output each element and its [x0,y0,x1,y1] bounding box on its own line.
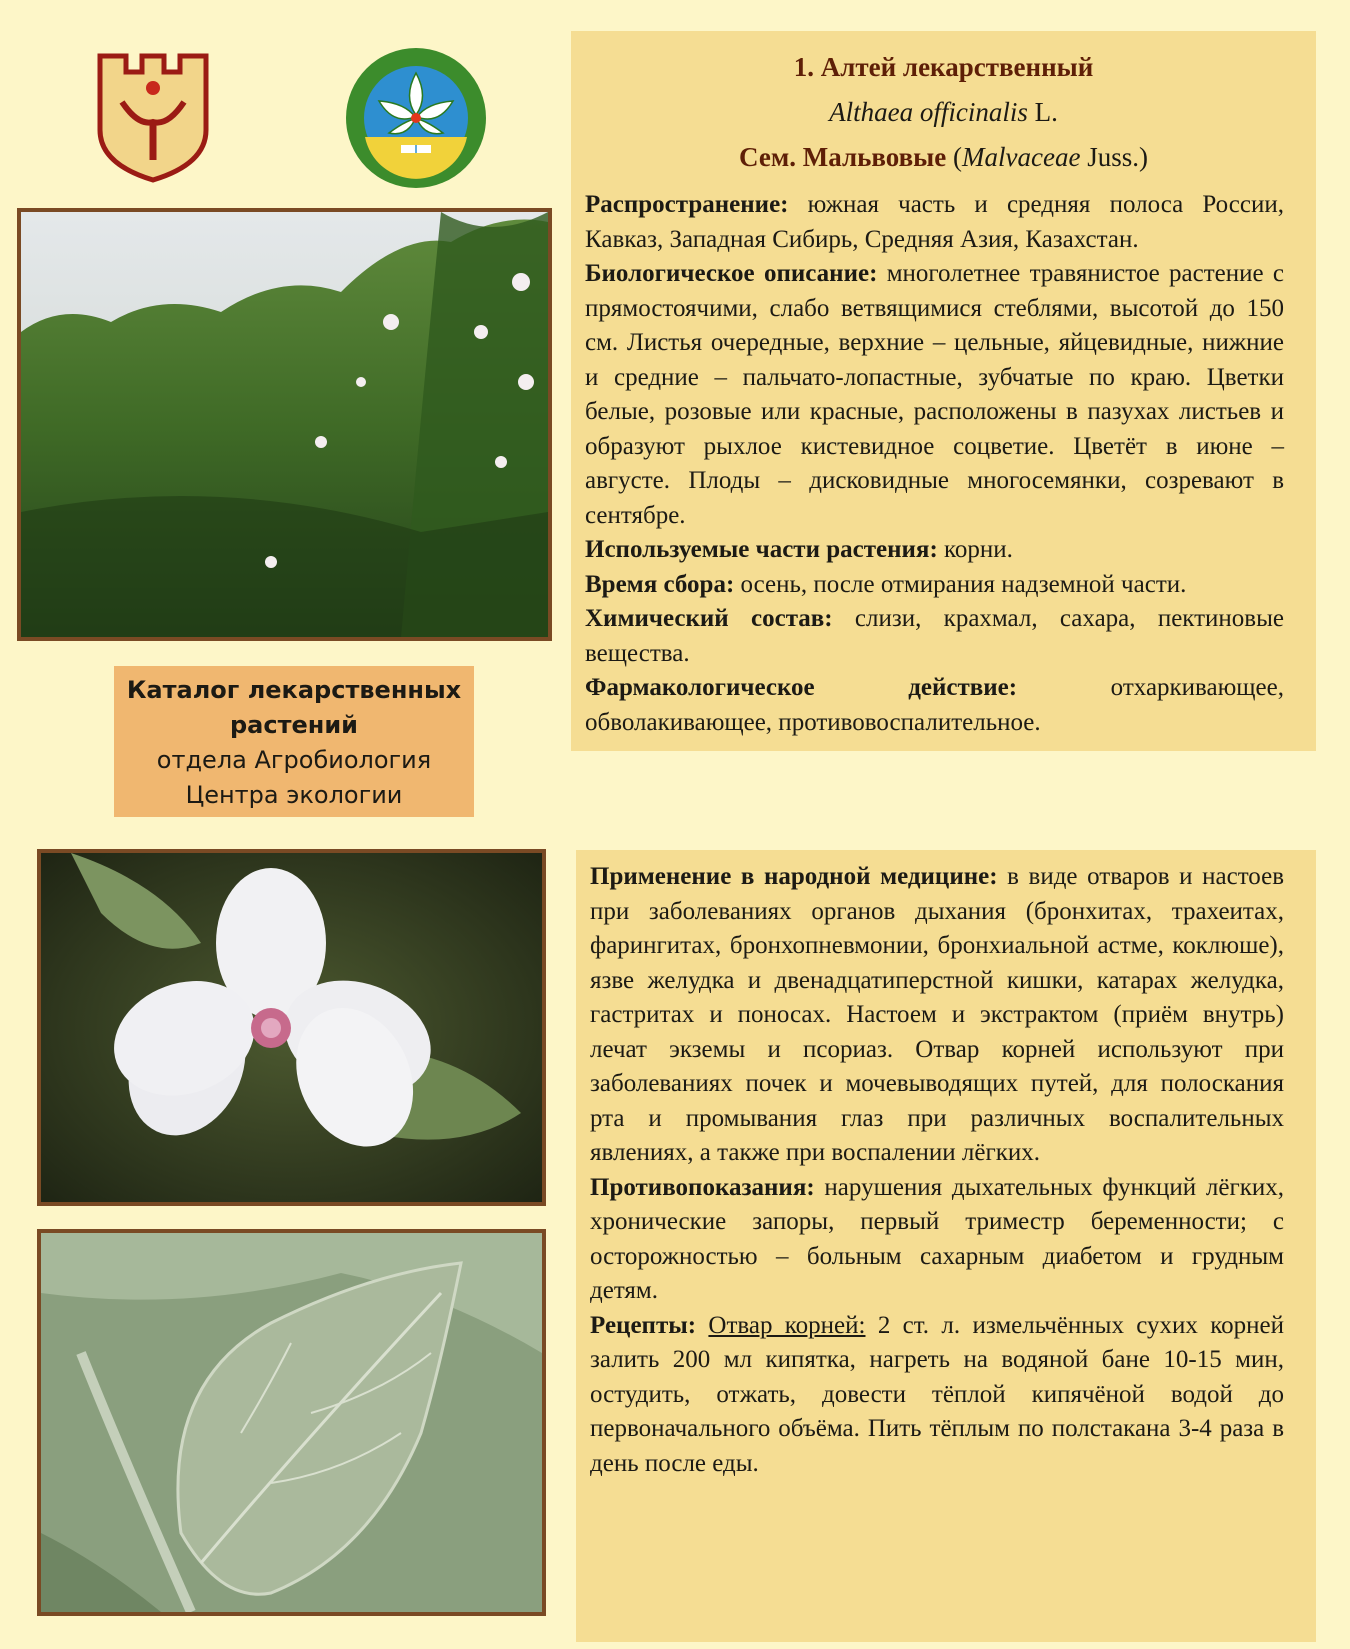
chemistry-text: слизи, крахмал, сахара, пектиновые вещества. [585,605,1284,667]
catalog-label [114,666,474,817]
plant-title: 1. Алтей лекарственный [793,52,1094,82]
ecology-emblem-icon [343,45,489,191]
recipe-name: Отвар корней: [708,1311,866,1339]
catalog-line-4: Центра экологии [185,781,403,809]
field-image-icon [21,212,548,637]
white-flower-photo [37,849,546,1206]
biology-label: Биологическое описание: [585,260,878,287]
plant-family [603,135,1284,180]
leaf-closeup-photo [37,1229,546,1616]
chemistry-paragraph [585,602,1284,671]
family-label: Сем. Мальвовые [739,142,947,172]
usage-panel [576,850,1316,1642]
catalog-line-1: Каталог лекарственных [126,676,462,704]
parts-text: корни. [937,536,1013,563]
harvest-paragraph [585,568,1284,603]
plant-field-photo [17,208,552,641]
family-latin: Malvaceae [962,142,1081,172]
contra-label: Противопоказания: [590,1173,815,1201]
folk-text: в виде отваров и настоев при заболеваниях органов дыхания (бронхитах, трахеитах, фарингитах, бронхопневмонии, бронхиальной астме, коклюше), язве желудка и двенадцатиперстной кишки, катарах желудка, гастритах и поносах. Настоем и экстрактом (приём внутрь) лечат экземы и псориаз. Отвар корней используют при заболеваниях почек и мочевыводящих путей, для полоскания рта и промывания глаз при различных воспалительных явлениях, а также при воспалении лёгких. [590,863,1284,1166]
plant-latin-name [603,90,1284,135]
latin-species: Althaea officinalis [829,97,1028,127]
distribution-paragraph [585,188,1284,257]
pharma-label: Фармакологическое действие: [585,674,1018,701]
latin-author: L. [1027,97,1058,127]
family-open: ( [946,142,963,172]
recipe-label: Рецепты: [590,1311,697,1339]
family-author: Juss.) [1080,142,1148,172]
harvest-label: Время сбора: [585,570,735,598]
description-panel [571,31,1316,751]
biology-paragraph [585,257,1284,533]
plant-heading [603,45,1284,180]
ecology-center-logo [343,45,489,191]
flower-image-icon [41,853,542,1202]
biology-text: многолетнее травянистое растение с прямостоячими, слабо ветвящимися стеблями, высотой до 150 см. Листья очередные, верхние – цельные, яйцевидные, нижние и средние – пальчато-лопастные, зубчатые по краю. Цветки белые, розовые или красные, расположены в пазухах листьев и образуют рыхлое кистевидное соцветие. Цветёт в июне – августе. Плоды – дисковидные многосемянки, созревают в сентябре. [585,260,1285,529]
contra-text: нарушения дыхательных функций лёгких, хронические запоры, первый триместр беременности; с осторожностью – больным сахарным диабетом и грудным детям. [590,1173,1284,1304]
university-logo [96,52,210,184]
parts-label: Используемые части растения: [585,536,938,563]
folk-label: Применение в народной медицине: [590,863,998,890]
pharma-paragraph [585,671,1284,740]
parts-paragraph [585,533,1284,568]
folk-paragraph [590,860,1284,1171]
distribution-text: южная часть и средняя полоса России, Кавказ, Западная Сибирь, Средняя Азия, Казахстан. [585,191,1284,253]
distribution-label: Распространение: [585,191,789,218]
pharma-text: отхаркивающее, обволакивающее, противовоспалительное. [585,674,1284,736]
university-crest-icon [96,52,210,184]
chemistry-label: Химический состав: [585,605,833,632]
recipe-paragraph [590,1309,1284,1482]
harvest-text: осень, после отмирания надземной части. [734,570,1187,598]
contra-paragraph [590,1171,1284,1309]
leaf-image-icon [41,1233,542,1612]
recipe-text: 2 ст. л. измельчённых сухих корней залить 200 мл кипятка, нагреть на водяной бане 10-15 мин, остудить, отжать, довести тёплой кипячёной водой до первоначального объёма. Пить тёплым по полстакана 3-4 раза в день после еды. [590,1311,1284,1477]
catalog-line-3: отдела Агробиология [156,746,432,774]
catalog-line-2: растений [229,711,358,739]
